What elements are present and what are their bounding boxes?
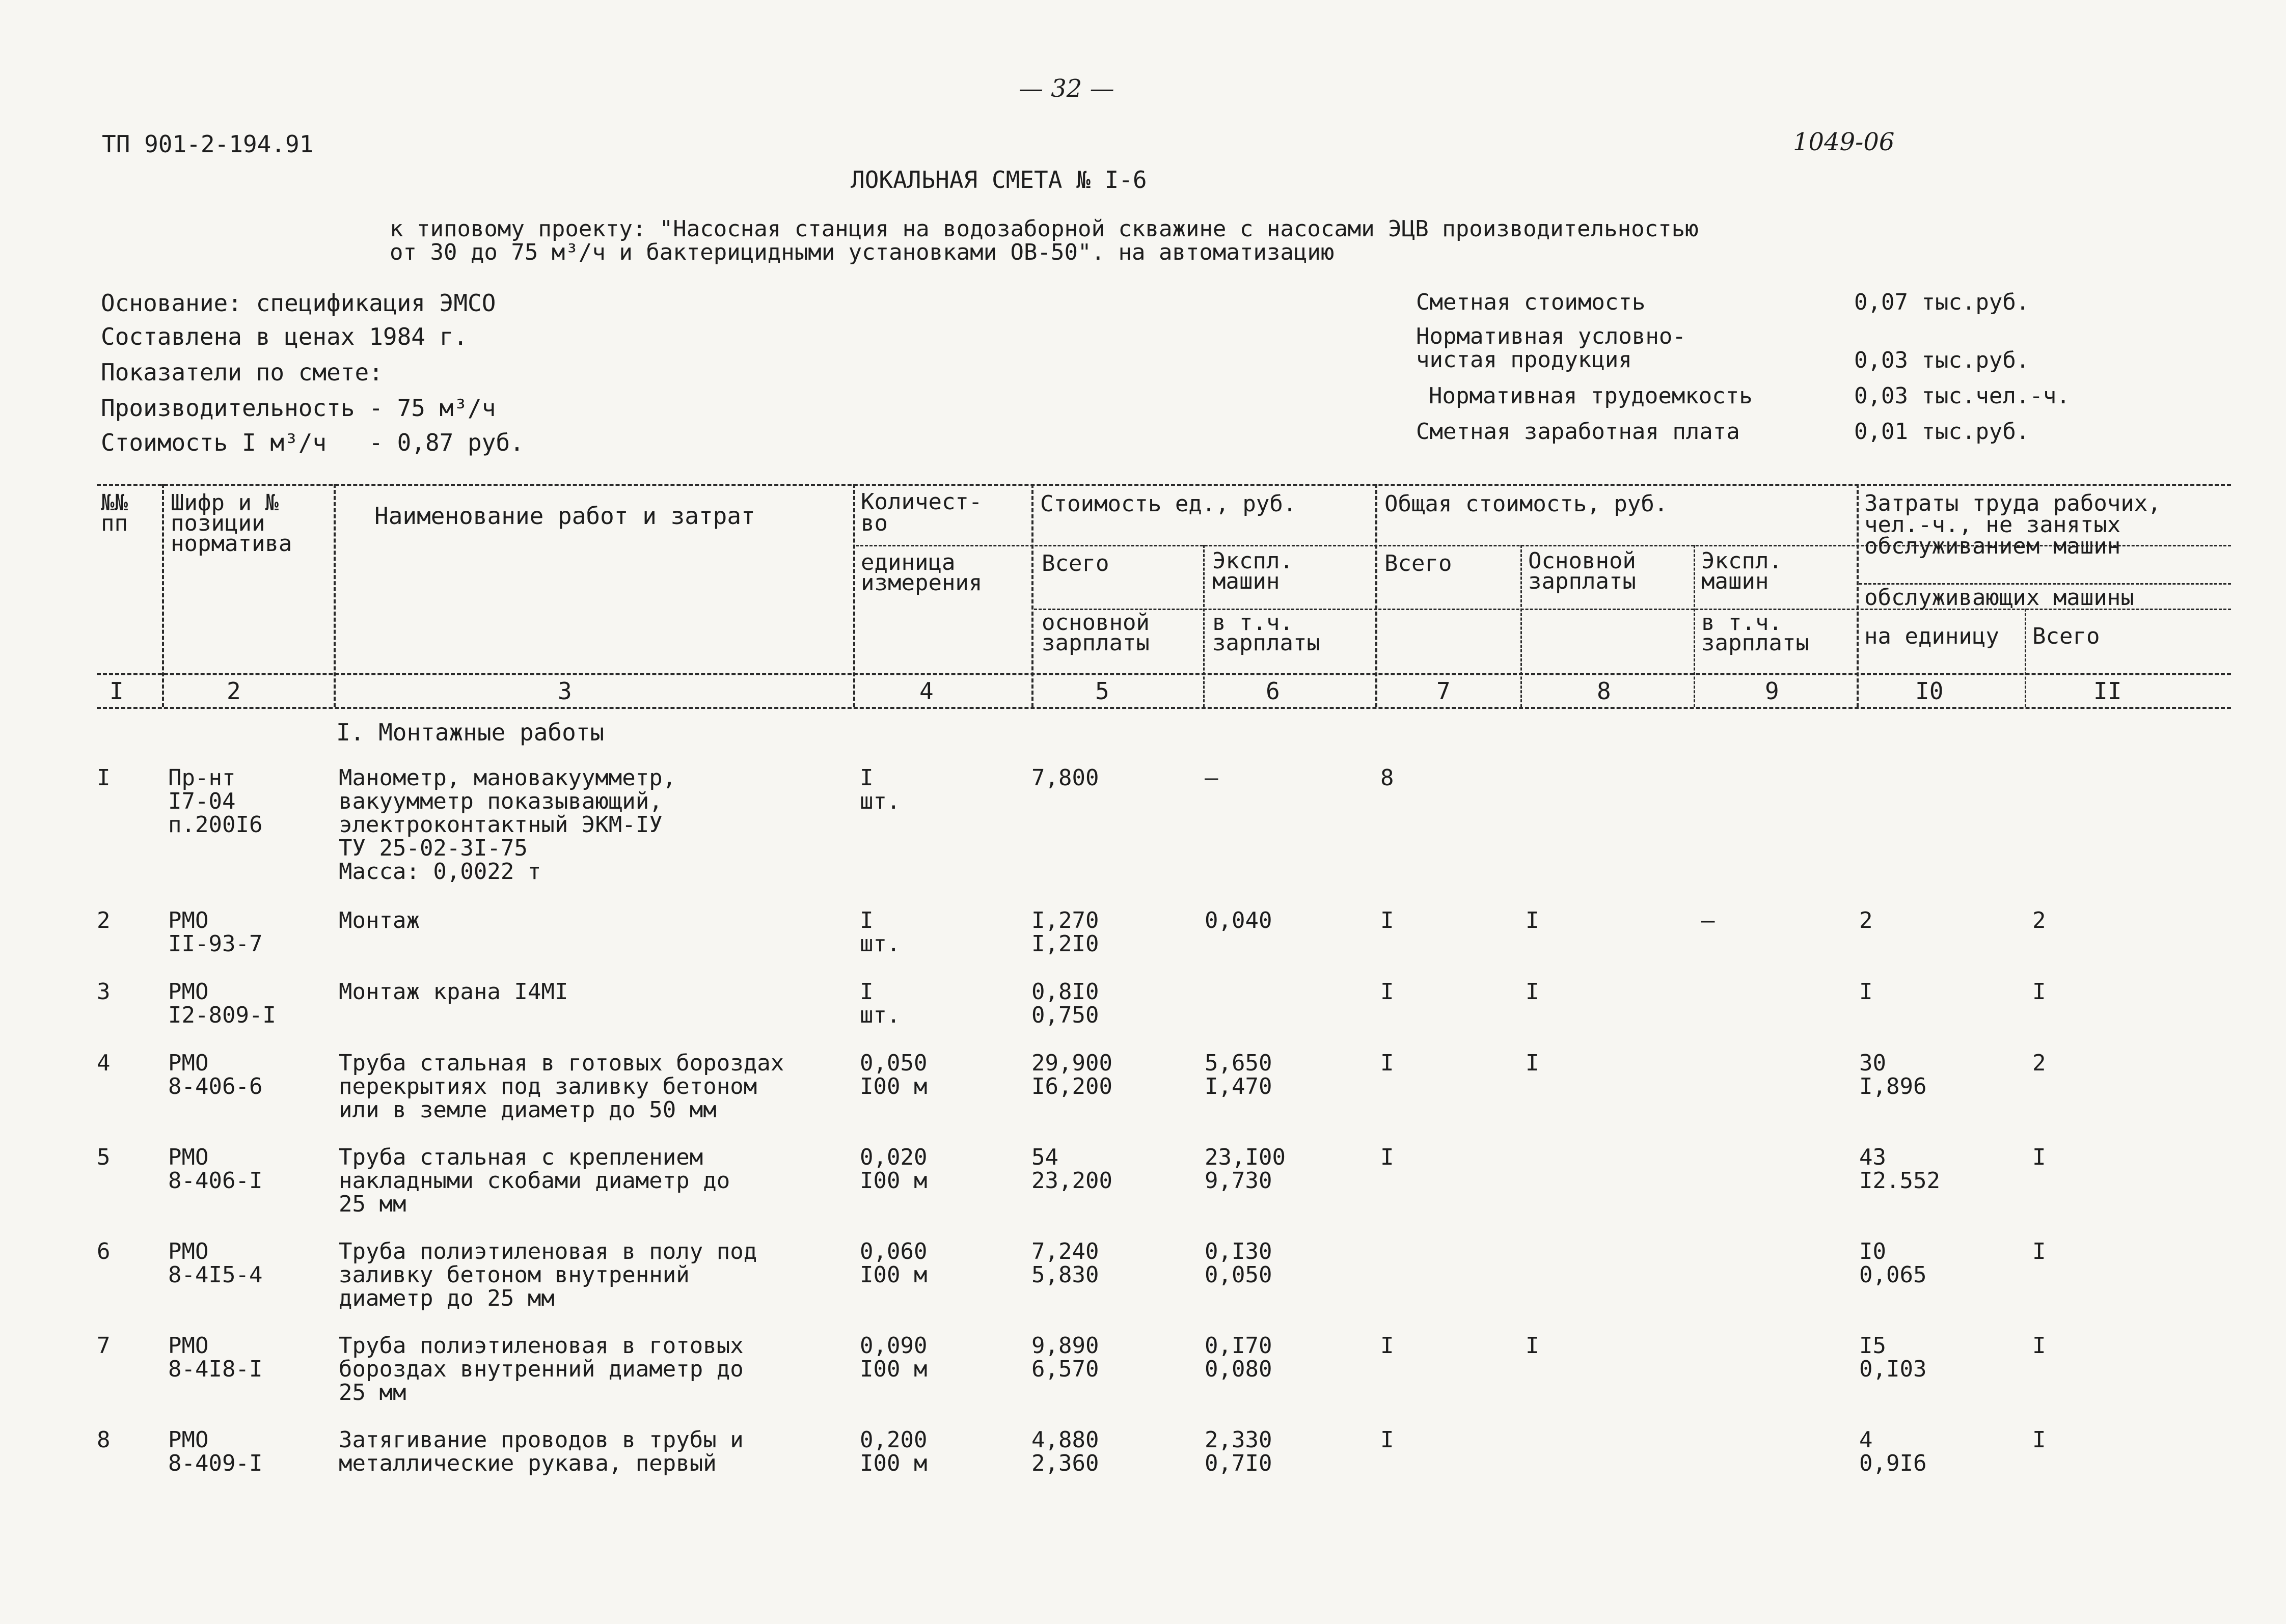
cell-code: РМО 8-406-I xyxy=(168,1144,263,1194)
cell-n: I xyxy=(97,765,111,791)
cell-qty: 0,200 I00 м xyxy=(860,1427,928,1476)
cell-code: РМО 8-4I8-I xyxy=(168,1333,263,1382)
cell-n: 6 xyxy=(97,1238,111,1264)
cell-name: Монтаж крана I4MI xyxy=(339,979,568,1005)
cell-l-unit: I xyxy=(1859,979,1873,1005)
cell-l-unit: 4 0,9I6 xyxy=(1859,1427,1927,1476)
cell-qty: 0,090 I00 м xyxy=(860,1333,928,1382)
cell-u-total: I,270 I,2I0 xyxy=(1031,907,1099,957)
cell-n: 3 xyxy=(97,979,111,1005)
cell-n: 7 xyxy=(97,1333,111,1359)
info-net-product-label: Нормативная условно- чистая продукция xyxy=(1416,323,1686,373)
col-border-9 xyxy=(1857,484,1859,707)
cell-u-total: 54 23,200 xyxy=(1031,1144,1112,1194)
column-number-1: I xyxy=(110,677,124,705)
cell-t-base: I xyxy=(1526,907,1539,933)
cell-l-unit: 43 I2.552 xyxy=(1859,1144,1940,1194)
cell-code: РМО I2-809-I xyxy=(168,979,276,1028)
cell-name: Труба стальная с креплением накладными скобами диаметр до 25 мм xyxy=(339,1144,730,1217)
column-number-3: 3 xyxy=(558,677,572,705)
info-basis: Основание: спецификация ЭМСО xyxy=(101,289,496,317)
cell-u-mach: 23,I00 9,730 xyxy=(1205,1144,1286,1194)
cell-code: РМО 8-406-6 xyxy=(168,1050,263,1099)
header-unit-incl-wage: в т.ч. зарплаты xyxy=(1212,610,1320,656)
cell-name: Труба полиэтиленовая в полу под заливку бетоном внутренний диаметр до 25 мм xyxy=(339,1238,757,1311)
cell-t-total: I xyxy=(1380,907,1394,933)
header-total-base-wage: Основной зарплаты xyxy=(1528,548,1636,594)
cell-t-total: I xyxy=(1380,1050,1394,1076)
col-border-8 xyxy=(1694,545,1695,707)
cell-u-total: 9,890 6,570 xyxy=(1031,1333,1099,1382)
info-estimate-cost-value: 0,07 тыс.руб. xyxy=(1854,289,2030,315)
column-number-10: I0 xyxy=(1915,677,1944,705)
header-labor-per-unit: на единицу xyxy=(1864,623,1999,649)
section-title: I. Монтажные работы xyxy=(336,719,605,746)
header-total-machine: Экспл. машин xyxy=(1701,548,1782,594)
column-number-8: 8 xyxy=(1597,677,1611,705)
cell-u-mach: 2,330 0,7I0 xyxy=(1205,1427,1272,1476)
col-border-10 xyxy=(2025,609,2026,707)
cell-l-total: 2 xyxy=(2032,1050,2046,1076)
cell-qty: I шт. xyxy=(860,979,901,1028)
cell-qty: 0,060 I00 м xyxy=(860,1238,928,1288)
cell-name: Труба стальная в готовых бороздах перекрытиях под заливку бетоном или в земле диаметр до 50 мм xyxy=(339,1050,784,1123)
col-border-5 xyxy=(1203,545,1205,707)
cell-u-total: 7,800 xyxy=(1031,765,1099,791)
cell-u-total: 29,900 I6,200 xyxy=(1031,1050,1112,1099)
cell-t-mach: – xyxy=(1701,907,1715,933)
info-wage-label: Сметная заработная плата xyxy=(1416,419,1740,445)
cell-code: РМО II-93-7 xyxy=(168,907,263,957)
column-number-2: 2 xyxy=(227,677,241,705)
header-labor-group: Затраты труда рабочих, чел.-ч., не занятых обслуживанием машин xyxy=(1864,490,2161,559)
page-number: — 32 — xyxy=(1019,74,1114,103)
cell-u-total: 0,8I0 0,750 xyxy=(1031,979,1099,1028)
cell-u-mach: 0,I30 0,050 xyxy=(1205,1238,1272,1288)
table-top-border xyxy=(97,484,2231,486)
cell-t-base: I xyxy=(1526,1050,1539,1076)
cell-l-total: I xyxy=(2032,1144,2046,1170)
cell-qty: 0,020 I00 м xyxy=(860,1144,928,1194)
header-row-number: №№ пп xyxy=(101,490,128,536)
header-quantity: Количест- во xyxy=(861,489,983,536)
cell-qty: I шт. xyxy=(860,765,901,814)
cell-u-mach: 5,650 I,470 xyxy=(1205,1050,1272,1099)
cell-n: 8 xyxy=(97,1427,111,1453)
header-unit-of-measure: единица измерения xyxy=(861,549,983,596)
header-unit-machine: Экспл. машин xyxy=(1212,548,1293,594)
cell-n: 4 xyxy=(97,1050,111,1076)
cell-l-total: I xyxy=(2032,1427,2046,1453)
info-net-product-value: 0,03 тыс.руб. xyxy=(1854,347,2030,373)
info-unit-cost: Стоимость I м³/ч - 0,87 руб. xyxy=(101,429,524,456)
header-total-incl-wage: в т.ч. зарплаты xyxy=(1701,610,1809,656)
cell-l-unit: I0 0,065 xyxy=(1859,1238,1927,1288)
cell-name: Манометр, мановакуумметр, вакуумметр показывающий, электроконтактный ЭКМ-IУ ТУ 25-02-3I-75 Масса: 0,0022 т xyxy=(339,765,676,885)
col-border-3 xyxy=(853,484,855,707)
cell-u-mach: – xyxy=(1205,765,1218,791)
column-number-5: 5 xyxy=(1095,677,1109,705)
header-total-cost-group: Общая стоимость, руб. xyxy=(1384,491,1668,517)
column-number-7: 7 xyxy=(1436,677,1451,705)
cell-t-base: I xyxy=(1526,1333,1539,1359)
column-number-4: 4 xyxy=(919,677,934,705)
header-code: Шифр и № позиции норматива xyxy=(171,490,292,557)
cell-t-total: I xyxy=(1380,1144,1394,1170)
info-wage-value: 0,01 тыс.руб. xyxy=(1854,419,2030,445)
cell-l-unit: I5 0,I03 xyxy=(1859,1333,1927,1382)
cell-name: Затягивание проводов в трубы и металлические рукава, первый xyxy=(339,1427,744,1476)
header-unit-cost-group: Стоимость ед., руб. xyxy=(1040,491,1297,517)
cell-l-unit: 30 I,896 xyxy=(1859,1050,1927,1099)
cell-qty: 0,050 I00 м xyxy=(860,1050,928,1099)
info-productivity: Производительность - 75 м³/ч xyxy=(101,394,496,422)
header-labor-machine: обслуживающих машины xyxy=(1864,585,2134,611)
cell-code: РМО 8-409-I xyxy=(168,1427,263,1476)
cell-u-total: 4,880 2,360 xyxy=(1031,1427,1099,1476)
page-title: ЛОКАЛЬНАЯ СМЕТА № I-6 xyxy=(851,166,1147,194)
cell-u-mach: 0,040 xyxy=(1205,907,1272,933)
cell-t-base: I xyxy=(1526,979,1539,1005)
cell-t-total: 8 xyxy=(1380,765,1394,791)
cell-name: Труба полиэтиленовая в готовых бороздах внутренний диаметр до 25 мм xyxy=(339,1333,744,1406)
column-numbers-bottom xyxy=(97,707,2231,709)
column-number-6: 6 xyxy=(1266,677,1280,705)
column-number-9: 9 xyxy=(1765,677,1779,705)
info-estimate-cost-label: Сметная стоимость xyxy=(1416,289,1646,315)
cell-t-total: I xyxy=(1380,979,1394,1005)
cell-t-total: I xyxy=(1380,1333,1394,1359)
cell-n: 5 xyxy=(97,1144,111,1170)
cell-l-unit: 2 xyxy=(1859,907,1873,933)
column-number-11: II xyxy=(2093,677,2122,705)
cell-u-total: 7,240 5,830 xyxy=(1031,1238,1099,1288)
subtitle-line-1: к типовому проекту: "Насосная станция на водозаборной скважине с насосами ЭЦВ производительностью xyxy=(390,216,1699,242)
cell-name: Монтаж xyxy=(339,907,420,933)
cell-qty: I шт. xyxy=(860,907,901,957)
subtitle-line-2: от 30 до 75 м³/ч и бактерицидными установками ОВ-50". на автоматизацию xyxy=(390,239,1335,265)
col-border-2 xyxy=(334,484,336,707)
handwritten-note: 1049-06 xyxy=(1793,128,1895,156)
col-border-1 xyxy=(162,484,164,707)
header-labor-total: Всего xyxy=(2032,623,2100,649)
cell-l-total: I xyxy=(2032,1333,2046,1359)
cell-l-total: I xyxy=(2032,1238,2046,1264)
cell-n: 2 xyxy=(97,907,111,933)
header-work-name: Наименование работ и затрат xyxy=(374,502,755,530)
column-numbers-top xyxy=(97,673,2231,675)
info-labor-intensity-label: Нормативная трудоемкость xyxy=(1429,383,1753,409)
cell-l-total: 2 xyxy=(2032,907,2046,933)
cell-l-total: I xyxy=(2032,979,2046,1005)
cell-code: РМО 8-4I5-4 xyxy=(168,1238,263,1288)
cell-u-mach: 0,I70 0,080 xyxy=(1205,1333,1272,1382)
info-indicators: Показатели по смете: xyxy=(101,359,383,386)
info-labor-intensity-value: 0,03 тыс.чел.-ч. xyxy=(1854,383,2070,409)
header-unit-total: Всего xyxy=(1042,550,1109,576)
header-unit-base-wage: основной зарплаты xyxy=(1042,610,1150,656)
col-border-4 xyxy=(1031,484,1033,707)
cell-t-total: I xyxy=(1380,1427,1394,1453)
col-border-6 xyxy=(1375,484,1377,707)
col-border-7 xyxy=(1520,545,1522,707)
info-prices: Составлена в ценах 1984 г. xyxy=(101,323,468,350)
cell-code: Пр-нт I7-04 п.200I6 xyxy=(168,765,263,838)
doc-code: ТП 901-2-194.91 xyxy=(102,130,314,158)
header-total-all: Всего xyxy=(1384,550,1452,576)
